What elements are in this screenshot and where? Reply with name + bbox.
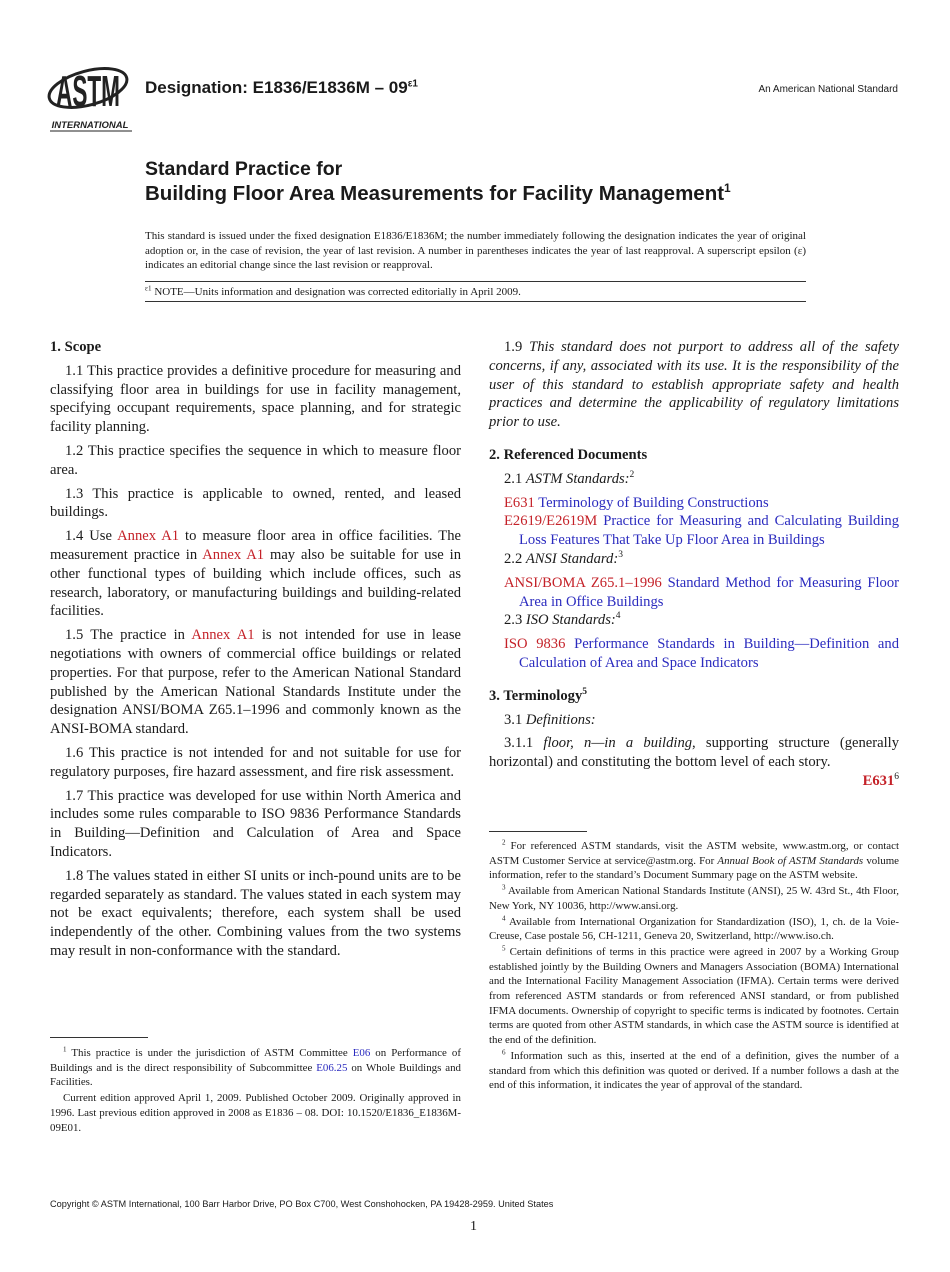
- footnote-ref: 5: [502, 944, 506, 953]
- editorial-note: [145, 286, 521, 298]
- text: Available from International Organization for Standardization (ISO), 1, ch. de la Voie-Creuse, Case postale 56, CH-1211, Geneva 20, Switzerland, http://www.iso.ch.: [489, 915, 899, 943]
- title-footnote-ref: 1: [724, 181, 731, 196]
- reference-title-link[interactable]: Standard Method for Measuring Floor Area in Office Buildings: [519, 574, 899, 610]
- text: on Performance of Buildings and is the direct responsibility of Subcommittee: [50, 1047, 461, 1074]
- text: 1.5 The practice in: [65, 627, 192, 644]
- reference-link[interactable]: Annex A1: [117, 528, 180, 545]
- text: volume information, refer to the standard’s Document Summary page on the ASTM website.: [489, 854, 899, 882]
- italic-text: ANSI Standard:: [525, 550, 619, 567]
- footnote-divider: [50, 1037, 148, 1038]
- text: For referenced ASTM standards, visit the ASTM website, www.astm.org, or contact ASTM Customer Service at service@astm.org. For: [489, 840, 899, 867]
- text: to measure floor area in office facilities. The measurement practice in: [50, 528, 461, 563]
- divider: [145, 281, 806, 282]
- reference-link[interactable]: Annex A1: [202, 546, 265, 563]
- paragraph: [50, 442, 461, 480]
- text: 3.1.1: [504, 735, 544, 752]
- footnote: [489, 1049, 899, 1093]
- title-line-2: [145, 182, 731, 206]
- footnote: [50, 1046, 461, 1090]
- reference-entry: [489, 512, 899, 550]
- paragraph: [50, 744, 461, 782]
- designation: [145, 78, 418, 98]
- title-text: Building Floor Area Measurements for Facility Management: [145, 182, 725, 205]
- reference-title-link[interactable]: Performance Standards in Building—Definition and Calculation of Area and Space Indicators: [519, 636, 899, 671]
- paragraph: [50, 626, 461, 739]
- reference-title-link[interactable]: Practice for Measuring and Calculating Building Loss Features That Take Up Floor Area in Buildings: [519, 513, 899, 549]
- footnote: [489, 884, 899, 913]
- paragraph: [489, 772, 899, 791]
- text: 1. Scope: [50, 339, 102, 355]
- reference-link[interactable]: E631: [862, 772, 895, 789]
- svg-text:ASTM: ASTM: [56, 67, 120, 116]
- text: 1.6 This practice is not intended for and not suitable for use for regulatory purposes, fire hazard assessment, and fire risk assessment.: [50, 744, 461, 780]
- text: Current edition approved April 1, 2009. Published October 2009. Originally approved in 1996. Last previous edition approved in 2008 as E1836 – 08. DOI: 10.1520/E1836_E1836M-09E01.: [50, 1092, 461, 1134]
- svg-text:INTERNATIONAL: INTERNATIONAL: [51, 120, 129, 131]
- footnote-ref: 3: [502, 883, 506, 892]
- note-sup: ε1: [145, 284, 152, 293]
- text: 2.3: [504, 612, 526, 629]
- text: is not intended for use in lease negotiations with owners of commercial office buildings or related properties. For that purpose, refer to the American National Standard published by the American National Standards Institute under the designation ANSI/BOMA Z65.1–1996 and commonly known as the ANSI-BOMA standard.: [50, 627, 461, 738]
- text: , supporting structure (generally horizontal) and constituting the bottom level of each story.: [489, 735, 899, 771]
- note-text: NOTE—Units information and designation was corrected editorially in April 2009.: [151, 286, 521, 298]
- italic-text: floor, n—in a building: [543, 735, 693, 752]
- divider: [145, 301, 806, 302]
- text: 1.7 This practice was developed for use within North America and includes some rules comparable to ISO 9836 Performance Standards in Building—Definition and Calculation of Area and Space Indicators.: [50, 787, 461, 860]
- paragraph: [489, 470, 899, 489]
- paragraph: [489, 734, 899, 772]
- national-standard-label: An American National Standard: [758, 84, 898, 95]
- footnote-ref: 2: [629, 469, 635, 480]
- footnote-ref: 2: [502, 838, 506, 847]
- title-line-1: Standard Practice for: [145, 158, 343, 180]
- paragraph: [50, 485, 461, 523]
- left-column: [50, 338, 461, 966]
- footnote: [489, 839, 899, 883]
- reference-title-link[interactable]: E06.25: [316, 1061, 348, 1074]
- text: Available from American National Standards Institute (ANSI), 25 W. 43rd St., 4th Floor, New York, NY 10036, http://www.ansi.org.: [489, 885, 899, 912]
- text: 1.8 The values stated in either SI units or inch-pound units are to be regarded separately as standard. The values stated in each system may not be exact equivalents; therefore, each system shall be used independently of the other. Combining values from the two systems may result in non-conformance with the standard.: [50, 867, 461, 959]
- text: 1.3 This practice is applicable to owned, rented, and leased buildings.: [50, 485, 461, 521]
- footnote-ref: 4: [615, 611, 621, 622]
- text: 1.2 This practice specifies the sequence in which to measure floor area.: [50, 442, 461, 478]
- paragraph: [489, 611, 899, 630]
- reference-link[interactable]: Annex A1: [191, 627, 255, 644]
- astm-logo: [44, 56, 136, 134]
- section-heading: [489, 687, 899, 706]
- paragraph: [50, 787, 461, 862]
- text: 1.9: [504, 339, 530, 355]
- reference-link[interactable]: E2619/E2619M: [504, 513, 598, 530]
- paragraph: [489, 711, 899, 730]
- text: 2. Referenced Documents: [489, 446, 648, 463]
- footnote-ref: 6: [894, 772, 899, 783]
- paragraph: [50, 867, 461, 961]
- reference-link[interactable]: E631: [504, 494, 535, 511]
- footnote: [489, 945, 899, 1048]
- text: may also be suitable for use in other functional types of building which include offices, such as research, laboratory, or manufacturing buildings and building-related facilities.: [50, 546, 461, 620]
- text: This practice is under the jurisdiction of ASTM Committee: [66, 1047, 353, 1059]
- reference-link[interactable]: ISO 9836: [504, 636, 566, 653]
- reference-link[interactable]: ANSI/BOMA Z65.1–1996: [504, 574, 662, 591]
- text: on Whole Buildings and Facilities.: [50, 1061, 461, 1089]
- footnote-ref: 6: [502, 1048, 506, 1057]
- italic-text: This standard does not purport to address all of the safety concerns, if any, associated with its use. It is the responsibility of the user of this standard to establish appropriate safety and health practices and determine the applicability of regulatory limitations prior to use.: [489, 339, 899, 431]
- italic-text: Annual Book of ASTM Standards: [717, 854, 864, 867]
- designation-text: Designation: E1836/E1836M – 09: [145, 78, 408, 97]
- copyright: Copyright © ASTM International, 100 Barr Harbor Drive, PO Box C700, West Conshohocken, PA 19428-2959. United States: [50, 1199, 554, 1209]
- footnote: [489, 915, 899, 944]
- footnote-ref: 5: [582, 686, 587, 697]
- intro-paragraph: This standard is issued under the fixed designation E1836/E1836M; the number immediately following the designation indicates the year of original adoption or, in the case of revision, the year of last revision. A number in parentheses indicates the year of last reapproval. A superscript epsilon (ε) indicates an editorial change since the last revision or reapproval.: [145, 230, 806, 272]
- text: 3. Terminology: [489, 687, 583, 704]
- text: 1.1 This practice provides a definitive procedure for measuring and classifying floor area in buildings for use in facility management, specifying occupant requirements, space planning, and for strategic facility planning.: [50, 362, 461, 436]
- reference-title-link[interactable]: E06: [352, 1047, 371, 1059]
- reference-entry: [489, 574, 899, 612]
- footnote-ref: 4: [502, 913, 506, 922]
- italic-text: ASTM Standards:: [525, 470, 630, 487]
- right-column: [489, 338, 899, 796]
- italic-text: Definitions:: [525, 711, 596, 728]
- designation-sup: ε1: [407, 78, 418, 90]
- reference-entry: [489, 494, 899, 513]
- section-heading: [489, 446, 899, 465]
- text: 2.1: [504, 470, 526, 487]
- text: 1.4 Use: [65, 528, 118, 545]
- paragraph: [50, 362, 461, 437]
- text: Information such as this, inserted at the end of a definition, gives the number of a standard from which this definition was quoted or derived. If a number follows a dash at the end of this information, it indicates the year of approval of the standard.: [489, 1049, 899, 1092]
- footnote-ref: 1: [63, 1045, 67, 1054]
- section-heading: [50, 338, 461, 357]
- reference-entry: [489, 635, 899, 673]
- text: 2.2: [504, 550, 526, 567]
- footnote: [50, 1091, 461, 1135]
- page-number: 1: [470, 1219, 477, 1234]
- text: Certain definitions of terms in this practice were agreed in 2007 by a Working Group established jointly by the Building Owners and Managers Association (BOMA) International and the International Facility Management Association (IFMA). Certain terms were derived from referenced ASTM standards or from referenced ANSI standard, or from published IFMA documents. Ownership of copyright to specific terms is indicated by footnotes. Certain terms are quoted from other ASTM standards, in which case the ASTM source is identified at the end of the definition.: [489, 945, 899, 1047]
- reference-title-link[interactable]: Terminology of Building Constructions: [534, 494, 769, 511]
- footnote-ref: 3: [618, 550, 623, 561]
- italic-text: ISO Standards:: [525, 612, 616, 629]
- footnotes-left: [50, 1046, 461, 1136]
- paragraph: [489, 338, 899, 432]
- paragraph: [489, 550, 899, 569]
- footnote-divider: [489, 831, 587, 832]
- footnotes-right: [489, 839, 899, 1094]
- text: 3.1: [504, 711, 526, 728]
- paragraph: [50, 527, 461, 621]
